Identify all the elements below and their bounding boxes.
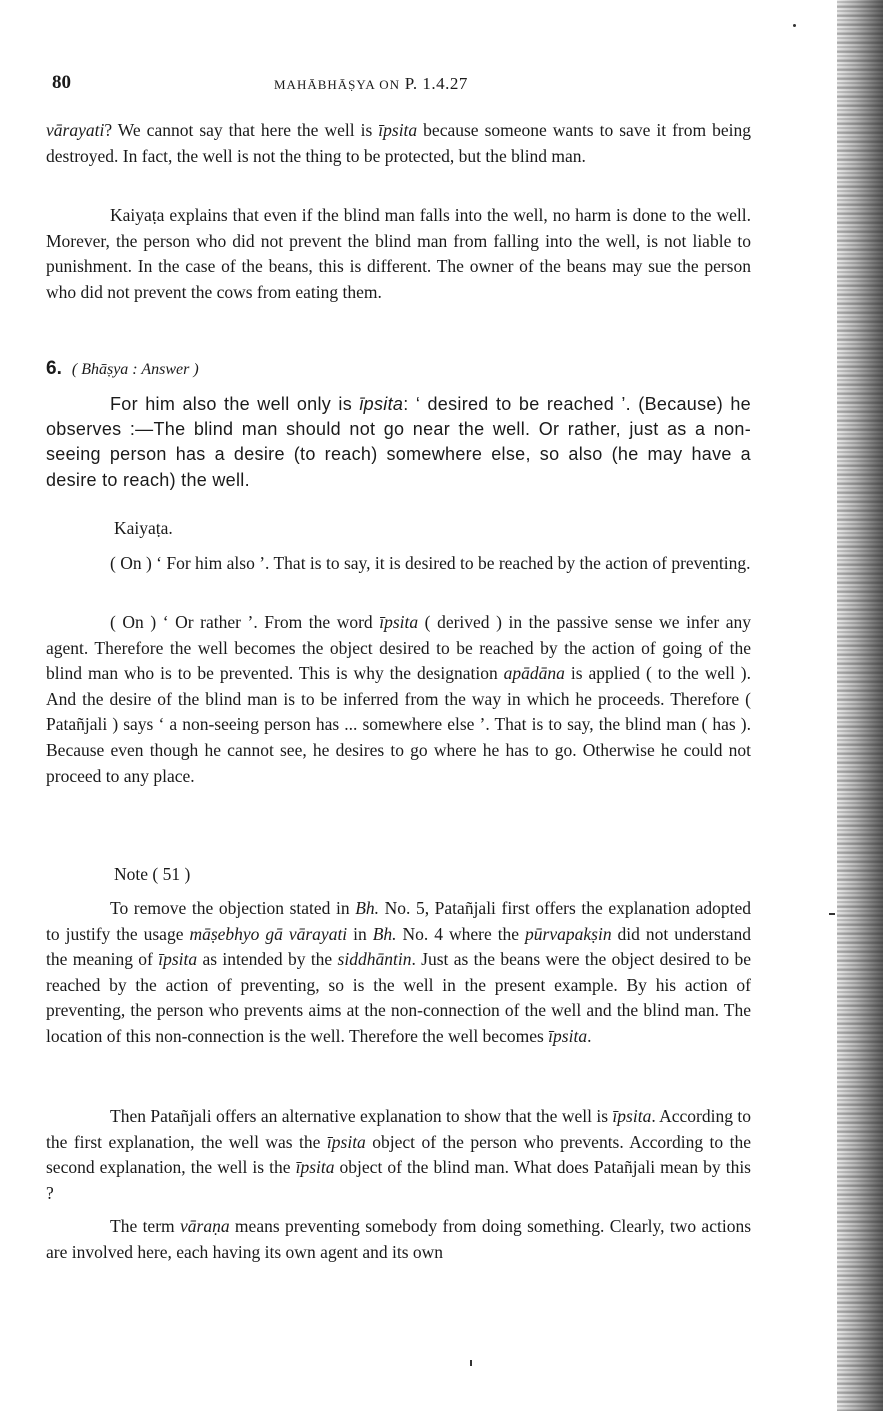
scan-speck	[470, 1360, 472, 1366]
kaiyata-comment-1: ( On ) ‘ For him also ’. That is to say, it is desired to be reached by the action of preventing.	[110, 553, 751, 573]
section-reference: P. 1.4.27	[404, 74, 468, 93]
note-label: Note ( 51 )	[114, 864, 191, 884]
bhasya-answer-text: For him also the well only is īpsita: ‘ desired to be reached ’. (Because) he observes :—The blind man should not go near the well. Or rather, just as a non-seeing person has a desire (to reach) somewhere else, so also (he may have a desire to reach) the well.	[46, 394, 751, 490]
scan-speck	[793, 24, 796, 27]
page-number: 80	[52, 72, 71, 93]
running-title-text: MAHĀBHĀṢYA ON	[274, 77, 401, 92]
note-paragraph-1: To remove the objection stated in Bh. No. 5, Patañjali first offers the explanation adopted to justify the usage māṣebhyo gā vārayati in Bh. No. 4 where the pūrvapakṣin did not understand the meaning of īpsita as intended by the siddhāntin. Just as the beans were the object desired to be reached by the action of preventing, so is the well in the present example. By his action of preventing, the person who prevents aims at the non-connection of the well and the blind man. The location of this non-connection is the well. Therefore the well becomes īpsita.	[46, 898, 752, 1046]
scanned-page-edge	[837, 0, 883, 1411]
scan-speck	[829, 913, 835, 915]
note-paragraph-2: Then Patañjali offers an alternative explanation to show that the well is īpsita. According to the first explanation, the well was the īpsita object of the person who prevents. According to the second explanation, the well is the īpsita object of the blind man. What does Patañjali mean by this ?	[46, 1106, 752, 1203]
paragraph-continuation: vārayati? We cannot say that here the well is īpsita because someone wants to save it from being destroyed. In fact, the well is not the thing to be protected, but the blind man.	[46, 120, 751, 166]
kaiyata-comment-2: ( On ) ‘ Or rather ’. From the word īpsita ( derived ) in the passive sense we infer any agent. Therefore the well becomes the object desired to be reached by the action of going of the blind man who is to be prevented. This is why the designation apādāna is applied ( to the well ). And the desire of the blind man is to be inferred from the way in which he proceeds. Therefore ( Patañjali ) says ‘ a non-seeing person has ... somewhere else ’. That is to say, the blind man ( has ). Because even though he cannot see, he desires to go where he has to go. Otherwise he could not proceed to any place.	[46, 612, 751, 786]
section-number: 6.	[46, 358, 62, 379]
note-paragraph-3: The term vāraṇa means preventing somebody from doing something. Clearly, two actions are involved here, each having its own agent and its own	[46, 1216, 752, 1262]
section-heading	[46, 358, 199, 380]
running-title	[274, 74, 468, 94]
section-label: ( Bhāṣya : Answer )	[71, 361, 199, 378]
kaiyata-label: Kaiyaṭa.	[114, 518, 173, 538]
page-header	[52, 72, 752, 98]
paragraph-kaiyata-explains: Kaiyaṭa explains that even if the blind man falls into the well, no harm is done to the well. Morever, the person who did not prevent the blind man from falling into the well, is not liable to punishment. In the case of the beans, this is different. The owner of the beans may sue the person who did not prevent the cows from eating them.	[46, 205, 751, 302]
